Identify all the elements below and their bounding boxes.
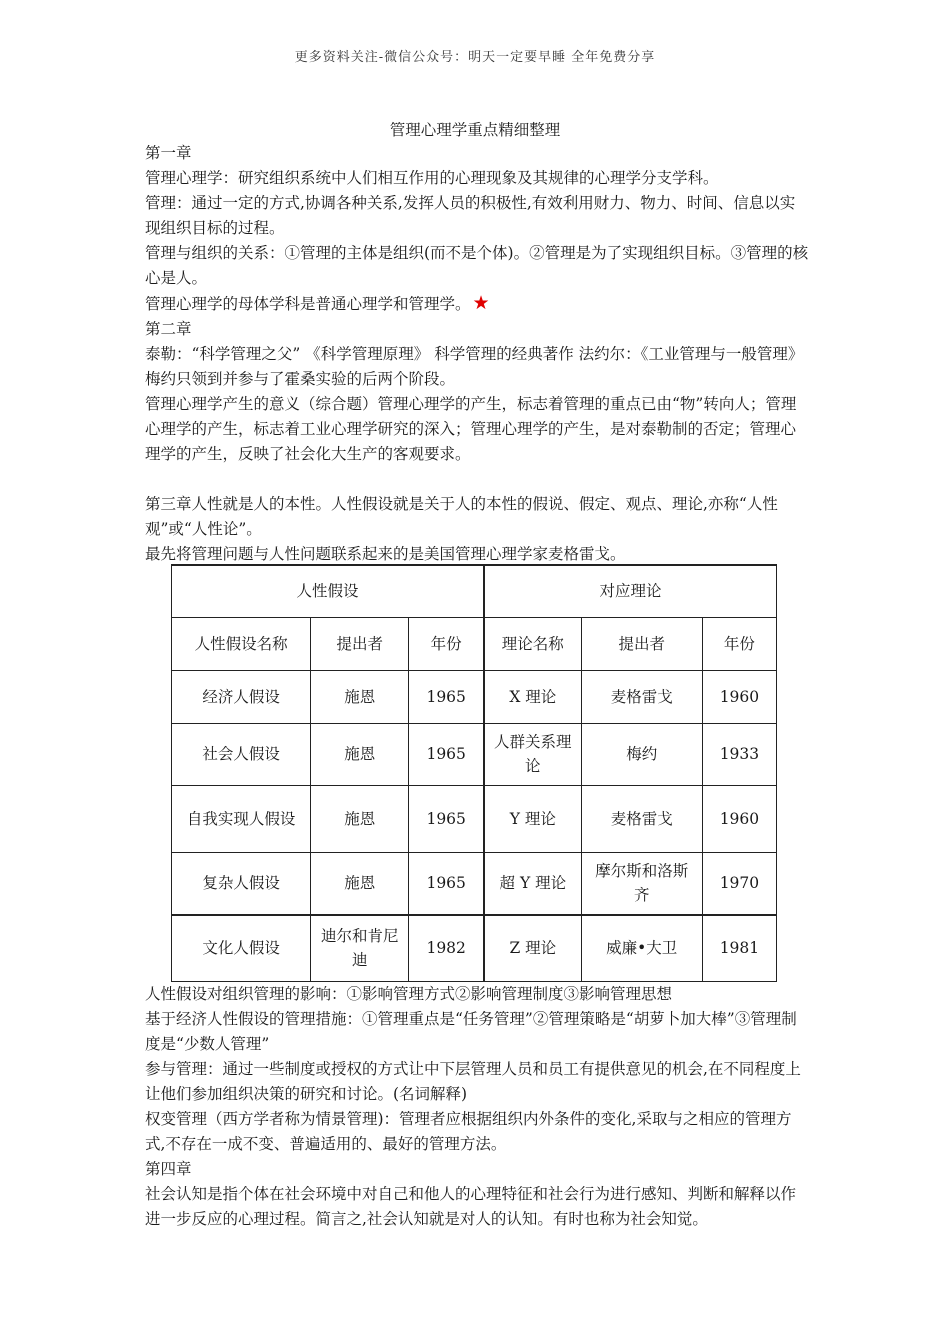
page-title: 管理心理学重点精细整理 xyxy=(389,121,561,139)
table-cell: 1981 xyxy=(702,915,776,981)
paragraph-significance: 管理心理学产生的意义（综合题）管理心理学的产生，标志着管理的重点已由“物”转向人；管理心理学的产生，标志着工业心理学研究的深入；管理心理学的产生，是对泰勒制的否定；管理心理学的产生，反映了社会化大生产的客观要求。 xyxy=(145,395,797,463)
table-cell: Z 理论 xyxy=(484,915,581,981)
table-cell: 施恩 xyxy=(311,785,409,852)
group-header-theory: 对应理论 xyxy=(484,565,777,617)
table-cell: 自我实现人假设 xyxy=(172,785,311,852)
table-row xyxy=(172,915,777,981)
table-cell: 社会人假设 xyxy=(172,723,311,785)
table-cell: 麦格雷戈 xyxy=(581,670,702,723)
table-cell: 施恩 xyxy=(311,852,409,915)
paragraph-economic-measures: 基于经济人性假设的管理措施：①管理重点是“任务管理”②管理策略是“胡萝卜加大棒”③管理制度是“少数人管理” xyxy=(145,1010,797,1053)
table-cell: 1960 xyxy=(702,670,776,723)
table-cell: 人群关系理论 xyxy=(484,723,581,785)
table-cell: 超 Y 理论 xyxy=(484,852,581,915)
paragraph-contingency: 权变管理（西方学者称为情景管理)：管理者应根据组织内外条件的变化,采取与之相应的管理方式,不存在一成不变、普遍适用的、最好的管理方法。 xyxy=(145,1110,792,1153)
column-header: 提出者 xyxy=(581,617,702,670)
table-cell: 1965 xyxy=(409,852,484,915)
table-cell: 文化人假设 xyxy=(172,915,311,981)
table-cell: 梅约 xyxy=(581,723,702,785)
section-after-table xyxy=(145,982,810,1232)
paragraph-participation: 参与管理：通过一些制度或授权的方式让中下层管理人员和员工有提供意见的机会,在不同程度上让他们参加组织决策的研究和讨论。(名词解释) xyxy=(145,1060,801,1103)
paragraph-def-mgmt-psych: 管理心理学：研究组织系统中人们相互作用的心理现象及其规律的心理学分支学科。 xyxy=(145,169,719,187)
table-cell: 麦格雷戈 xyxy=(581,785,702,852)
table-column-header-row xyxy=(172,617,777,670)
table-cell: Y 理论 xyxy=(484,785,581,852)
table-row xyxy=(172,852,777,915)
chapter-1-heading: 第一章 xyxy=(145,144,192,162)
paragraph-parent-discipline xyxy=(145,291,810,317)
table-cell: 施恩 xyxy=(311,670,409,723)
paragraph-mcgregor: 最先将管理问题与人性问题联系起来的是美国管理心理学家麦格雷戈。 xyxy=(145,545,626,563)
table-cell: 1965 xyxy=(409,785,484,852)
table-cell: 1965 xyxy=(409,723,484,785)
column-header: 理论名称 xyxy=(484,617,581,670)
paragraph-taylor: 泰勒：“科学管理之父” 《科学管理原理》 科学管理的经典著作 法约尔：《工业管理与一般管理》梅约只领到并参与了霍桑实验的后两个阶段。 xyxy=(145,345,804,388)
parent-discipline-text: 管理心理学的母体学科是普通心理学和管理学。 xyxy=(145,295,471,313)
table-cell: 威廉•大卫 xyxy=(581,915,702,981)
table-cell: 1933 xyxy=(702,723,776,785)
table-cell: 1970 xyxy=(702,852,776,915)
section-chapter-1-3 xyxy=(145,141,810,567)
header-banner: 更多资料关注-微信公众号：明天一定要早睡 全年免费分享 xyxy=(294,50,656,65)
table-cell: 1960 xyxy=(702,785,776,852)
paragraph-influence: 人性假设对组织管理的影响：①影响管理方式②影响管理制度③影响管理思想 xyxy=(145,985,673,1003)
table-group-header-row xyxy=(172,565,777,617)
group-header-assumption: 人性假设 xyxy=(172,565,484,617)
column-header: 提出者 xyxy=(311,617,409,670)
table-cell: 复杂人假设 xyxy=(172,852,311,915)
paragraph-chapter-3: 第三章人性就是人的本性。人性假设就是关于人的本性的假说、假定、观点、理论,亦称“人性观”或“人性论”。 xyxy=(145,495,778,538)
table-cell: 经济人假设 xyxy=(172,670,311,723)
table-cell: 1982 xyxy=(409,915,484,981)
table-cell: X 理论 xyxy=(484,670,581,723)
paragraph-mgmt-org: 管理与组织的关系：①管理的主体是组织(而不是个体)。②管理是为了实现组织目标。③管理的核心是人。 xyxy=(145,244,809,287)
table-cell: 摩尔斯和洛斯齐 xyxy=(581,852,702,915)
chapter-4-heading: 第四章 xyxy=(145,1160,192,1178)
table-row xyxy=(172,670,777,723)
table-row xyxy=(172,723,777,785)
column-header: 年份 xyxy=(409,617,484,670)
paragraph-def-mgmt: 管理：通过一定的方式,协调各种关系,发挥人员的积极性,有效利用财力、物力、时间、信息以实现组织目标的过程。 xyxy=(145,194,796,237)
star-icon: ★ xyxy=(472,292,490,314)
table-cell: 施恩 xyxy=(311,723,409,785)
table-cell: 1965 xyxy=(409,670,484,723)
human-nature-table xyxy=(171,564,777,982)
table-row xyxy=(172,785,777,852)
chapter-2-heading: 第二章 xyxy=(145,320,192,338)
column-header: 人性假设名称 xyxy=(172,617,311,670)
table-cell: 迪尔和肯尼迪 xyxy=(311,915,409,981)
column-header: 年份 xyxy=(702,617,776,670)
paragraph-social-cognition: 社会认知是指个体在社会环境中对自己和他人的心理特征和社会行为进行感知、判断和解释以作进一步反应的心理过程。简言之,社会认知就是对人的认知。有时也称为社会知觉。 xyxy=(145,1185,797,1228)
